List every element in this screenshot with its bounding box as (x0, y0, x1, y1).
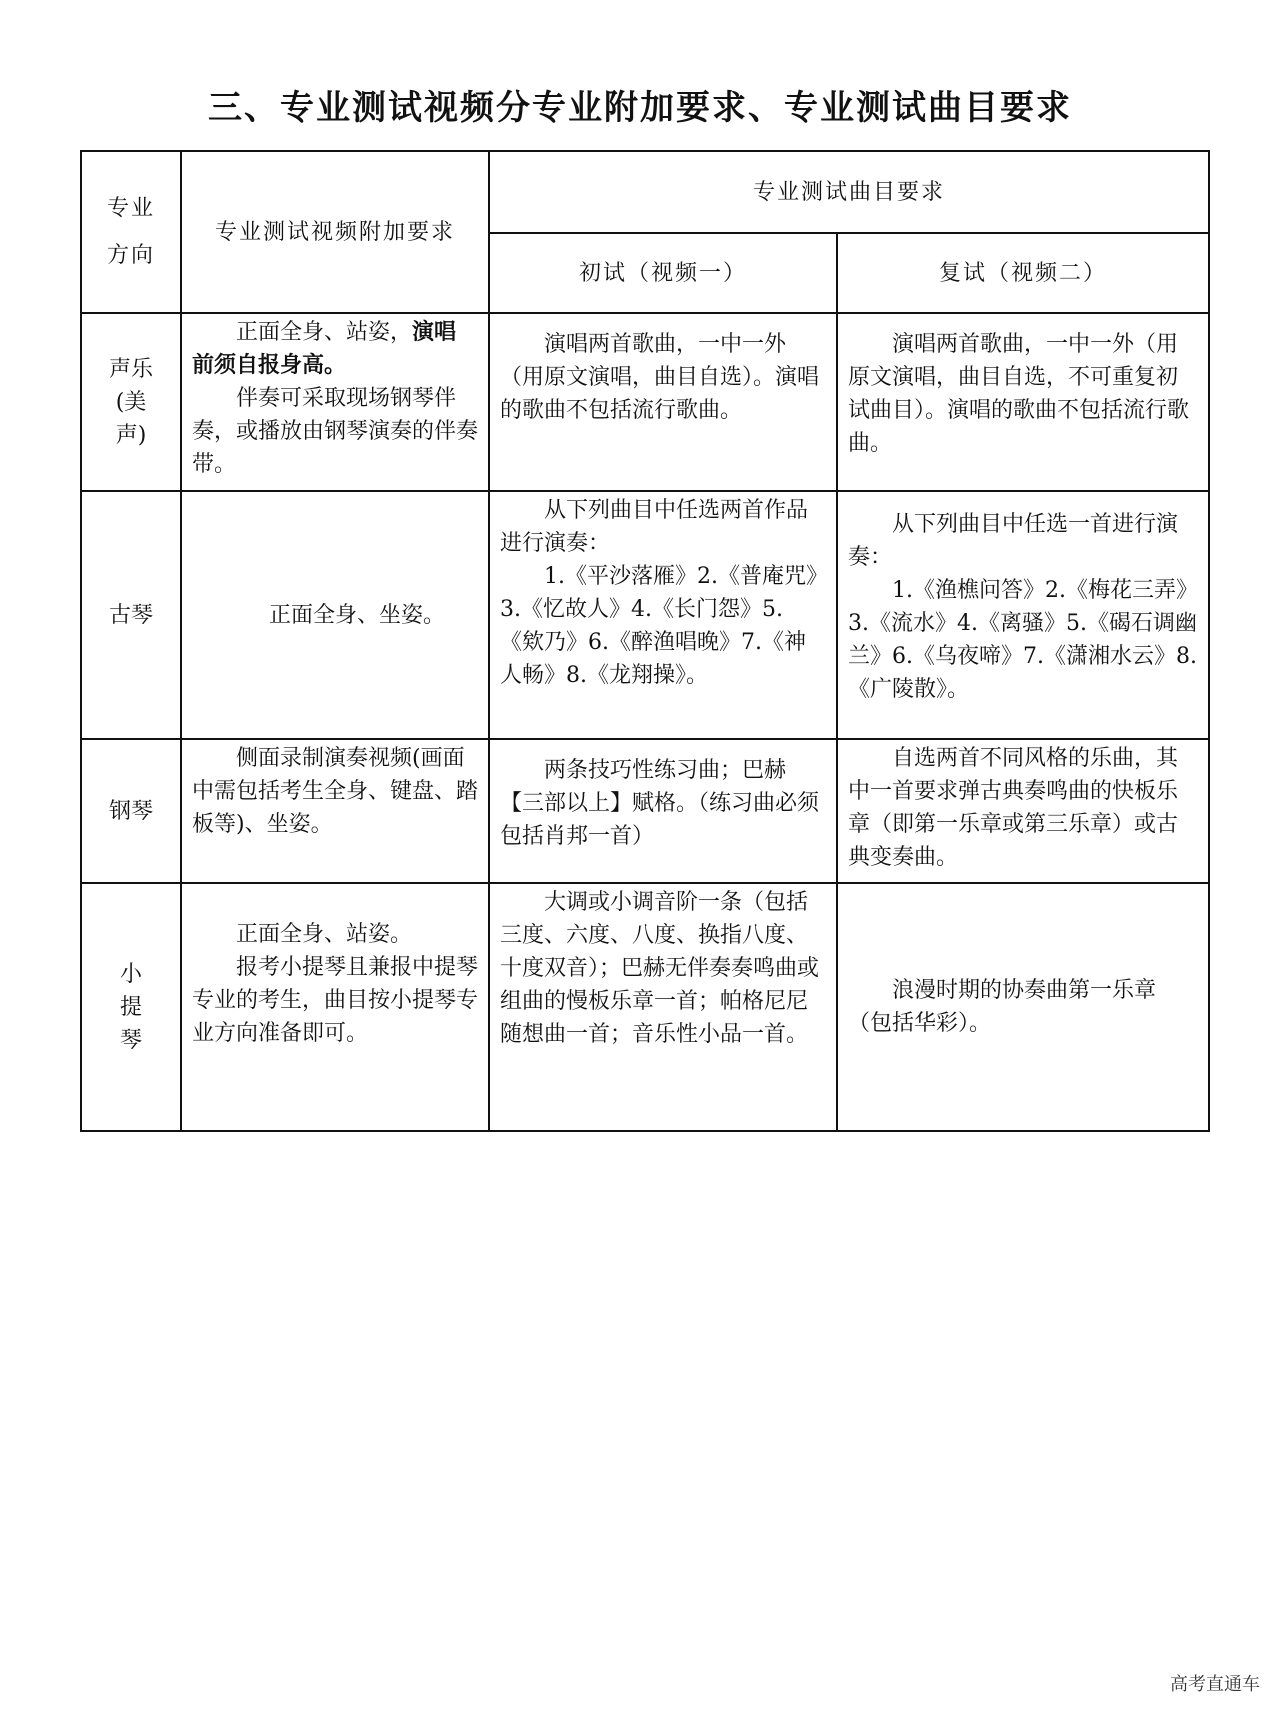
initial-cell: 两条技巧性练习曲；巴赫【三部以上】赋格。（练习曲必须包括肖邦一首） (489, 739, 837, 883)
extra-cell: 正面全身、站姿。 报考小提琴且兼报中提琴专业的考生，曲目按小提琴专业方向准备即可。 (181, 883, 489, 1131)
header-row (81, 151, 1209, 233)
direction-cell: 钢琴 (81, 739, 181, 883)
direction-cell: 小 提 琴 (81, 883, 181, 1131)
extra-cell: 正面全身、站姿，演唱前须自报身高。 伴奏可采取现场钢琴伴奏，或播放由钢琴演奏的伴奏带。 (181, 313, 489, 491)
retest-cell: 自选两首不同风格的乐曲，其中一首要求弹古典奏鸣曲的快板乐章（即第一乐章或第三乐章）或古典变奏曲。 (837, 739, 1209, 883)
header-retest: 复试（视频二） (837, 233, 1209, 313)
table-row (81, 883, 1209, 1131)
initial-cell: 大调或小调音阶一条（包括三度、六度、八度、换指八度、十度双音）；巴赫无伴奏奏鸣曲或组曲的慢板乐章一首；帕格尼尼随想曲一首；音乐性小品一首。 (489, 883, 837, 1131)
retest-cell: 演唱两首歌曲，一中一外（用原文演唱，曲目自选，不可重复初试曲目）。演唱的歌曲不包括流行歌曲。 (837, 313, 1209, 491)
header-direction: 专业 方向 (81, 151, 181, 313)
header-repertoire: 专业测试曲目要求 (489, 151, 1209, 233)
initial-cell: 演唱两首歌曲，一中一外（用原文演唱，曲目自选）。演唱的歌曲不包括流行歌曲。 (489, 313, 837, 491)
retest-cell: 从下列曲目中任选一首进行演奏： 1.《渔樵问答》2.《梅花三弄》3.《流水》4.《离骚》5.《碣石调幽兰》6.《乌夜啼》7.《潇湘水云》8.《广陵散》。 (837, 491, 1209, 739)
table-row (81, 491, 1209, 739)
page-title: 三、专业测试视频分专业附加要求、专业测试曲目要求 (208, 88, 1072, 128)
table-row (81, 313, 1209, 491)
initial-cell: 从下列曲目中任选两首作品进行演奏： 1.《平沙落雁》2.《普庵咒》3.《忆故人》4.《长门怨》5.《欸乃》6.《醉渔唱晚》7.《神人畅》8.《龙翔操》。 (489, 491, 837, 739)
direction-cell: 古琴 (81, 491, 181, 739)
requirements-table (80, 150, 1210, 1132)
retest-cell: 浪漫时期的协奏曲第一乐章（包括华彩）。 (837, 883, 1209, 1131)
extra-cell: 正面全身、坐姿。 (181, 491, 489, 739)
watermark-text: 高考直通车 (1170, 1674, 1260, 1695)
header-initial: 初试（视频一） (489, 233, 837, 313)
table-row (81, 739, 1209, 883)
header-extra: 专业测试视频附加要求 (181, 151, 489, 313)
extra-cell: 侧面录制演奏视频(画面中需包括考生全身、键盘、踏板等)、坐姿。 (181, 739, 489, 883)
direction-cell: 声乐 (美 声) (81, 313, 181, 491)
